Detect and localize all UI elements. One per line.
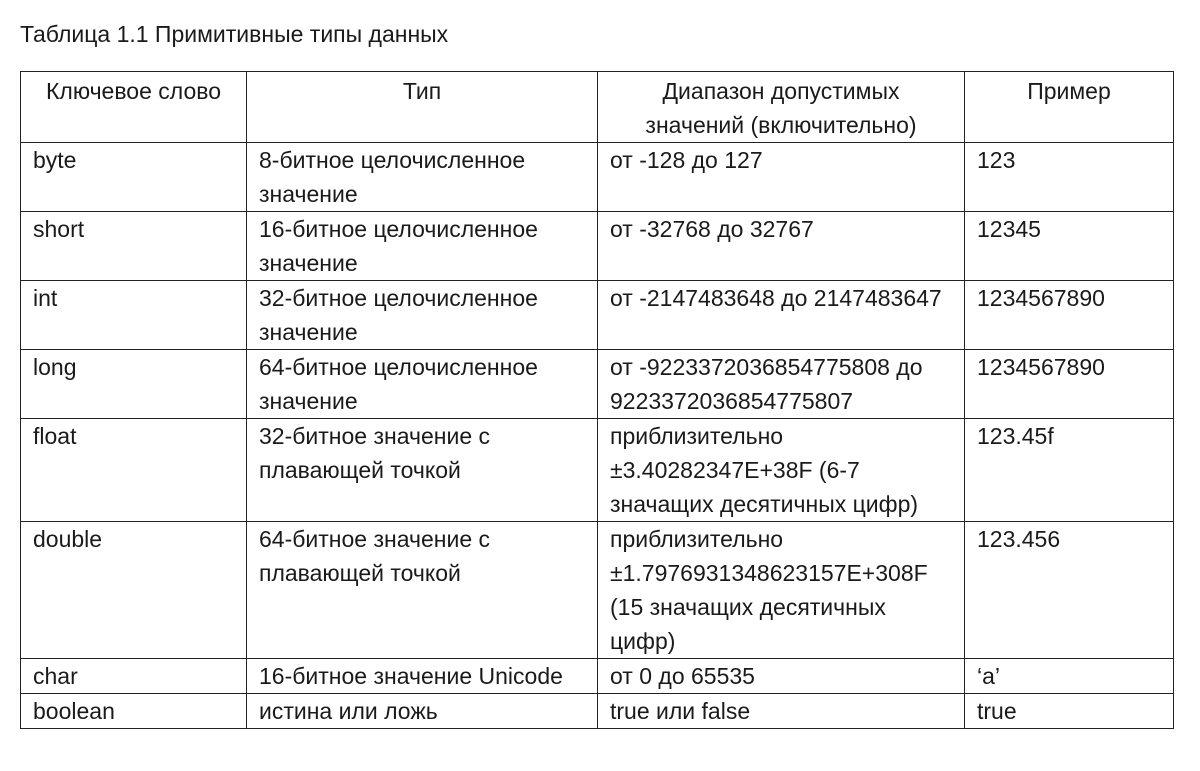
cell-keyword: int	[21, 281, 247, 350]
cell-range: от -2147483648 до 2147483647	[598, 281, 965, 350]
table-row	[21, 659, 1174, 694]
cell-type: 32-битное целочисленное значение	[247, 281, 598, 350]
cell-keyword: float	[21, 419, 247, 522]
table-row	[21, 419, 1174, 522]
header-range: Диапазон допустимых значений (включительно)	[598, 72, 965, 143]
cell-example: true	[965, 694, 1174, 729]
table-row	[21, 522, 1174, 659]
primitive-types-table	[20, 71, 1174, 729]
table-caption: Таблица 1.1 Примитивные типы данных	[20, 21, 449, 47]
cell-example: 1234567890	[965, 281, 1174, 350]
table-header-row	[21, 72, 1174, 143]
cell-range: от 0 до 65535	[598, 659, 965, 694]
cell-type: 16-битное целочисленное значение	[247, 212, 598, 281]
cell-keyword: short	[21, 212, 247, 281]
header-keyword: Ключевое слово	[21, 72, 247, 143]
cell-example: 123	[965, 143, 1174, 212]
cell-type: 8-битное целочисленное значение	[247, 143, 598, 212]
cell-range: true или false	[598, 694, 965, 729]
cell-type: 16-битное значение Unicode	[247, 659, 598, 694]
header-example: Пример	[965, 72, 1174, 143]
cell-example: 12345	[965, 212, 1174, 281]
cell-keyword: char	[21, 659, 247, 694]
header-type: Тип	[247, 72, 598, 143]
table-row	[21, 212, 1174, 281]
cell-keyword: boolean	[21, 694, 247, 729]
cell-type: 64-битное целочисленное значение	[247, 350, 598, 419]
cell-range: приблизительно ±1.7976931348623157E+308F (15 значащих десятичных цифр)	[598, 522, 965, 659]
cell-type: 64-битное значение с плавающей точкой	[247, 522, 598, 659]
cell-range: от -9223372036854775808 до 9223372036854775807	[598, 350, 965, 419]
table-row	[21, 281, 1174, 350]
cell-keyword: byte	[21, 143, 247, 212]
cell-type: истина или ложь	[247, 694, 598, 729]
cell-keyword: double	[21, 522, 247, 659]
cell-example: 1234567890	[965, 350, 1174, 419]
table-row	[21, 143, 1174, 212]
cell-range: приблизительно ±3.40282347E+38F (6-7 значащих десятичных цифр)	[598, 419, 965, 522]
cell-example: ‘a’	[965, 659, 1174, 694]
cell-range: от -32768 до 32767	[598, 212, 965, 281]
table-row	[21, 694, 1174, 729]
cell-type: 32-битное значение с плавающей точкой	[247, 419, 598, 522]
cell-example: 123.45f	[965, 419, 1174, 522]
cell-example: 123.456	[965, 522, 1174, 659]
cell-keyword: long	[21, 350, 247, 419]
cell-range: от -128 до 127	[598, 143, 965, 212]
table-row	[21, 350, 1174, 419]
